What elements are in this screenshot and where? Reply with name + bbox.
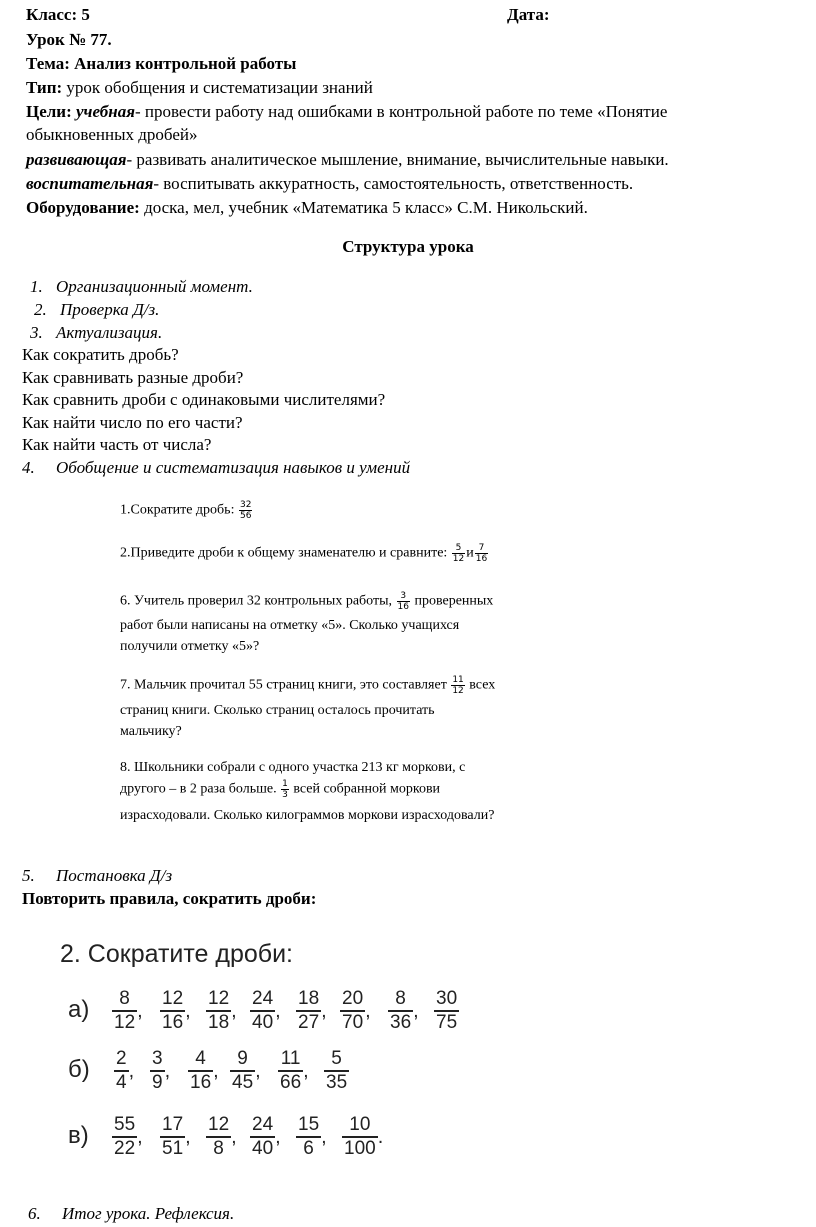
exercise-comma: ,: [164, 1060, 171, 1082]
exercise-fraction: [278, 1048, 303, 1094]
exercise-fraction: [296, 1114, 321, 1160]
fraction-denominator: 51: [162, 1138, 184, 1159]
topic-label: Тема:: [26, 54, 70, 73]
step-6: 6. Итог урока. Рефлексия.: [28, 1204, 235, 1223]
fraction-numerator: 30: [436, 988, 458, 1009]
goal1-text: - провести работу над ошибками в контрольной работе по теме «Понятие: [134, 102, 668, 121]
homework-text: Повторить правила, сократить дроби:: [22, 889, 317, 908]
fraction-numerator: 12: [162, 988, 184, 1009]
exercise-fraction: [160, 988, 185, 1034]
fraction-numerator: 5: [331, 1048, 342, 1069]
question-3: Как сравнить дроби с одинаковыми числителями?: [22, 390, 386, 409]
equipment-line: [26, 197, 588, 219]
fraction-denominator: 45: [232, 1072, 254, 1093]
exercise-fraction: [342, 1114, 378, 1160]
fraction-numerator: 55: [114, 1114, 136, 1135]
exercise-comma: ,: [275, 1126, 281, 1148]
exercise-comma: ,: [365, 1000, 371, 1022]
fraction-numerator: 9: [237, 1048, 248, 1069]
structure-title: Структура урока: [342, 237, 474, 256]
exercise-fraction: [388, 988, 413, 1034]
exercise-comma: ,: [413, 1000, 419, 1022]
exercise-fraction: [296, 988, 321, 1034]
fraction-numerator: 17: [162, 1114, 184, 1135]
fraction-denominator: 100: [344, 1138, 376, 1159]
fraction-denominator: 75: [436, 1012, 458, 1033]
exercise-fraction: [206, 988, 231, 1034]
goal3-line: [26, 173, 633, 195]
topic-value: Анализ контрольной работы: [74, 54, 297, 73]
fraction-numerator: 15: [298, 1114, 320, 1135]
exercise-comma: ,: [303, 1060, 309, 1082]
exercise-comma: ,: [137, 1126, 143, 1148]
fraction-denominator: 6: [296, 1136, 321, 1160]
step-2: 2. Проверка Д/з.: [34, 300, 160, 319]
exercise-fraction: [230, 1048, 255, 1094]
lesson-number: Урок № 77.: [26, 30, 112, 49]
exercise-comma: ,: [137, 1000, 143, 1022]
fraction-numerator: 10: [349, 1114, 371, 1135]
step-5: 5. Постановка Д/з: [22, 866, 173, 885]
fraction-numerator: 4: [195, 1048, 206, 1069]
task-2: 2.Приведите дроби к общему знаменателю и сравните: $\frac{5}{12}$ и $\frac{7}{16}$: [120, 543, 488, 564]
task-8-line2: другого – в 2 раза больше. $\frac{1}{3}$ всей собранной моркови: [120, 779, 441, 800]
type-label: Тип:: [26, 78, 63, 97]
fraction-denominator: 12: [114, 1012, 136, 1033]
fraction: $\frac{11}{12}$: [452, 675, 464, 696]
exercise-fraction: [250, 1114, 275, 1160]
type-line: [26, 77, 373, 99]
type-value: урок обобщения и систематизации знаний: [66, 78, 373, 97]
exercise-fraction: [206, 1114, 231, 1160]
equipment-text: доска, мел, учебник «Математика 5 класс» С.М. Никольский.: [144, 198, 588, 217]
exercise-comma: ,: [321, 1126, 327, 1148]
exercise-fraction: [324, 1048, 349, 1094]
task-7-line1: 7. Мальчик прочитал 55 страниц книги, это составляет $\frac{11}{12}$ всех: [120, 675, 496, 696]
exercise-comma: ,: [321, 1000, 327, 1022]
step-1: 1. Организационный момент.: [30, 277, 253, 296]
exercise-fraction: [434, 988, 459, 1034]
fraction-denominator: 4: [116, 1072, 127, 1093]
fraction-denominator: 9: [152, 1072, 163, 1093]
date-label: Дата:: [507, 5, 550, 24]
task-7-line2: страниц книги. Сколько страниц осталось прочитать: [120, 703, 435, 718]
exercise-period: .: [377, 1126, 384, 1148]
fraction: $\frac{5}{12}$: [452, 543, 465, 564]
fraction: $\frac{32}{56}$: [239, 500, 252, 521]
question-4: Как найти число по его части?: [22, 413, 243, 432]
fraction-numerator: 3: [152, 1048, 163, 1069]
step-3: 3. Актуализация.: [30, 323, 163, 342]
task-6-line3: получили отметку «5»?: [120, 639, 260, 654]
exercise-comma: ,: [255, 1060, 261, 1082]
goals-line: [26, 101, 667, 123]
task-7-line3: мальчику?: [120, 724, 182, 739]
exercise-fraction: [112, 1114, 137, 1160]
question-2: Как сравнивать разные дроби?: [22, 368, 244, 387]
goal3-text: - воспитывать аккуратность, самостоятельность, ответственность.: [153, 174, 634, 193]
fraction-denominator: 40: [252, 1138, 274, 1159]
fraction-denominator: 35: [326, 1072, 348, 1093]
fraction-numerator: 12: [208, 1114, 230, 1135]
step-4: 4. Обобщение и систематизация навыков и умений: [22, 458, 411, 477]
exercise-fraction: [250, 988, 275, 1034]
task-8-line1: 8. Школьники собрали с одного участка 213 кг моркови, с: [120, 760, 466, 775]
exercise-row-label: б): [68, 1056, 90, 1083]
fraction-numerator: 24: [252, 1114, 274, 1135]
fraction: $\frac{7}{16}$: [475, 543, 488, 564]
fraction: $\frac{3}{16}$: [397, 591, 409, 612]
goal2-label: развивающая: [26, 150, 127, 169]
exercise-comma: ,: [185, 1126, 191, 1148]
goal3-label: воспитательная: [26, 174, 154, 193]
goal2-text: - развивать аналитическое мышление, внимание, вычислительные навыки.: [126, 150, 669, 169]
exercise-comma: ,: [213, 1060, 219, 1082]
question-5: Как найти часть от числа?: [22, 435, 212, 454]
fraction-denominator: 8: [206, 1136, 231, 1160]
task-6-line2: работ были написаны на отметку «5». Сколько учащихся: [120, 618, 460, 633]
fraction-denominator: 70: [342, 1012, 364, 1033]
exercise-row-label: а): [68, 996, 90, 1023]
fraction-denominator: 27: [298, 1012, 320, 1033]
fraction-numerator: 18: [298, 988, 320, 1009]
fraction-numerator: 8: [395, 988, 406, 1009]
task-1: 1.Сократите дробь: $\frac{32}{56}$: [120, 500, 252, 521]
exercise-comma: ,: [185, 1000, 191, 1022]
exercise-fraction: [114, 1048, 129, 1094]
exercise-fraction: [188, 1048, 213, 1094]
question-1: Как сократить дробь?: [22, 345, 179, 364]
fraction-numerator: 24: [252, 988, 274, 1009]
class-label: Класс: 5: [26, 5, 90, 24]
exercise-comma: ,: [231, 1000, 237, 1022]
exercise-fraction: [112, 988, 137, 1034]
fraction-numerator: 20: [342, 988, 364, 1009]
exercise-comma: ,: [231, 1126, 237, 1148]
topic-line: [26, 53, 296, 75]
fraction-denominator: 66: [280, 1072, 302, 1093]
equipment-label: Оборудование:: [26, 198, 140, 217]
goal1-continuation: обыкновенных дробей»: [26, 125, 198, 144]
exercise-fraction: [340, 988, 365, 1034]
fraction-numerator: 8: [119, 988, 130, 1009]
goals-label: Цели:: [26, 102, 72, 121]
fraction: $\frac{1}{3}$: [282, 779, 288, 800]
fraction-denominator: 16: [190, 1072, 212, 1093]
fraction-denominator: 40: [252, 1012, 274, 1033]
fraction-denominator: 22: [114, 1138, 136, 1159]
exercise-row-label: в): [68, 1122, 89, 1149]
exercise-title: 2. Сократите дроби:: [60, 940, 294, 968]
fraction-denominator: 18: [208, 1012, 230, 1033]
exercise-comma: ,: [128, 1060, 135, 1082]
task-8-line3: израсходовали. Сколько килограммов моркови израсходовали?: [120, 808, 495, 823]
fraction-denominator: 36: [390, 1012, 412, 1033]
exercise-fraction: [160, 1114, 185, 1160]
fraction-numerator: 12: [208, 988, 230, 1009]
fraction-numerator: 11: [280, 1048, 301, 1069]
goal1-label: учебная: [76, 102, 135, 121]
fraction-numerator: 2: [116, 1048, 127, 1069]
exercise-comma: ,: [275, 1000, 281, 1022]
exercise-fraction: [150, 1048, 165, 1094]
goal2-line: [26, 149, 669, 171]
fraction-denominator: 16: [162, 1012, 184, 1033]
task-6-line1: 6. Учитель проверил 32 контрольных работы, $\frac{3}{16}$ проверенных: [120, 591, 494, 612]
